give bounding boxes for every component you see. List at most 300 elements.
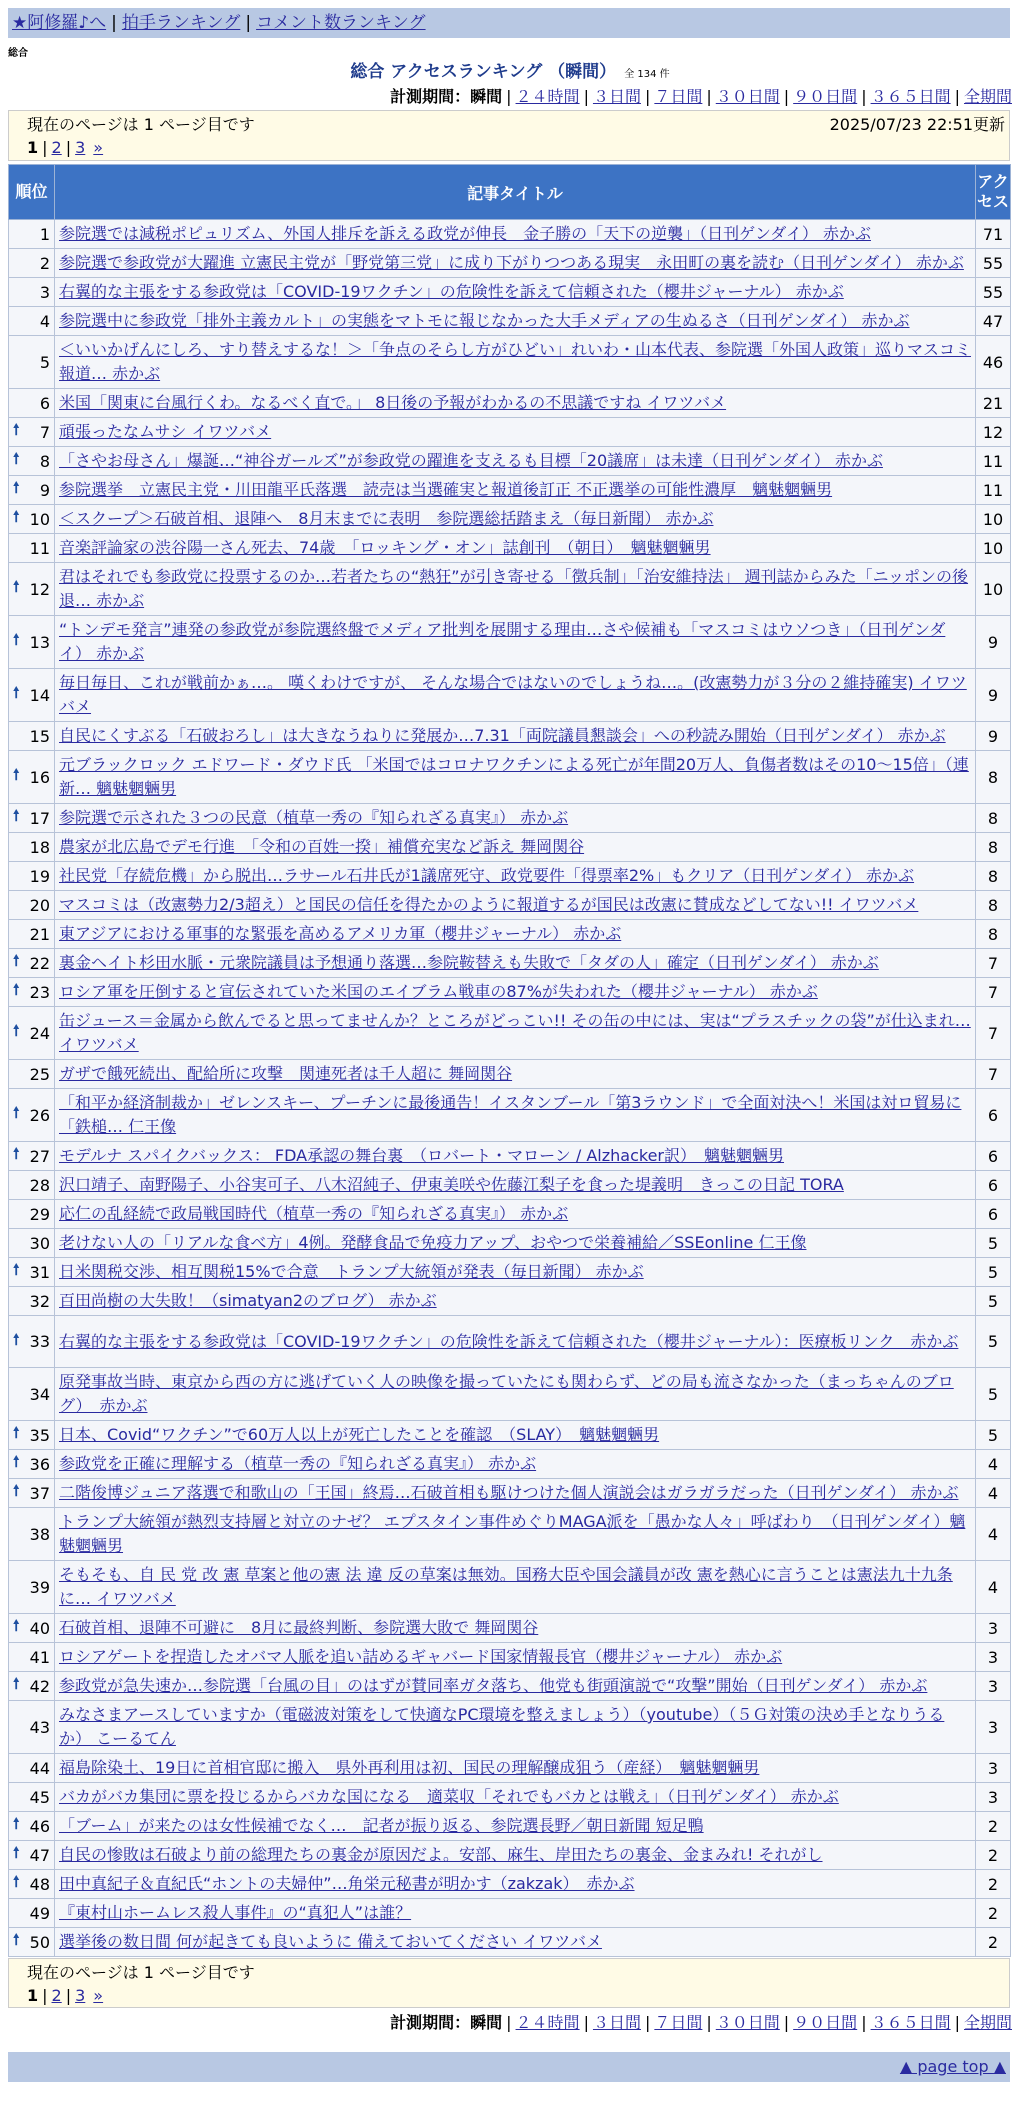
title-cell bbox=[55, 418, 976, 447]
current-page-text: 現在のページは 1 ページ目です bbox=[27, 115, 255, 134]
article-title-link[interactable]: みなさまアースしていますか（電磁波対策をして快適なPC環境を整えましょう）（youtube）（５Ｇ対策の決め手となりうるか） こーるてん bbox=[59, 1705, 945, 1748]
access-count: 3 bbox=[976, 1672, 1011, 1701]
article-title-link[interactable]: トランプ大統領が熱烈支持層と対立のナゼ？ エプスタイン事件めぐりMAGA派を「愚かな人々」呼ばわり （日刊ゲンダイ）魑魅魍魎男 bbox=[59, 1512, 966, 1555]
article-title-link[interactable]: 元ブラックロック エドワード・ダウド氏 「米国ではコロナワクチンによる死亡が年間20万人、負傷者数はその10〜15倍」（連新… 魑魅魍魎男 bbox=[59, 755, 969, 798]
access-count: 4 bbox=[976, 1450, 1011, 1479]
title-cell bbox=[55, 336, 976, 389]
rank-cell bbox=[9, 833, 55, 862]
rank-cell bbox=[9, 1643, 55, 1672]
access-count: 8 bbox=[976, 862, 1011, 891]
rank-cell bbox=[9, 1841, 55, 1870]
title-cell bbox=[55, 949, 976, 978]
article-title-link[interactable]: マスコミは（改憲勢力2/3超え）と国民の信任を得たかのように報道するが国民は改憲に賛成などしてない!! イワツバメ bbox=[59, 895, 919, 914]
rank-number: 31 bbox=[29, 1262, 50, 1282]
next-page-link[interactable]: » bbox=[93, 138, 104, 157]
article-title-link[interactable]: 頑張ったなムサシ イワツバメ bbox=[59, 422, 272, 441]
rank-number: 40 bbox=[29, 1618, 50, 1638]
table-row bbox=[9, 1643, 1011, 1672]
access-count: 47 bbox=[976, 307, 1011, 336]
access-count: 9 bbox=[976, 722, 1011, 751]
period-option-link[interactable]: ３０日間 bbox=[715, 87, 780, 106]
rank-cell bbox=[9, 1561, 55, 1614]
access-count: 3 bbox=[976, 1643, 1011, 1672]
rank-number: 7 bbox=[39, 422, 50, 442]
table-row bbox=[9, 447, 1011, 476]
rank-cell bbox=[9, 1870, 55, 1899]
table-row bbox=[9, 476, 1011, 505]
page-link[interactable]: 3 bbox=[75, 138, 86, 157]
rank-cell bbox=[9, 1142, 55, 1171]
table-row bbox=[9, 1142, 1011, 1171]
article-title-link[interactable]: 裏金ヘイト杉田水脈・元衆院議員は予想通り落選…参院鞍替えも失敗で「タダの人」確定（日刊ゲンダイ） 赤かぶ bbox=[59, 953, 879, 972]
rank-number: 19 bbox=[29, 866, 50, 886]
rank-cell bbox=[9, 563, 55, 616]
title-cell bbox=[55, 1561, 976, 1614]
rank-number: 5 bbox=[39, 352, 50, 372]
table-row bbox=[9, 1508, 1011, 1561]
article-title-link[interactable]: 参院選で示された３つの民意（植草一秀の『知られざる真実』） 赤かぶ bbox=[59, 808, 569, 827]
category-label: 総合 bbox=[8, 48, 28, 59]
article-title-link[interactable]: 君はそれでも参政党に投票するのか…若者たちの“熱狂”が引き寄せる「徴兵制」「治安維持法」 週刊誌からみた「ニッポンの後退… 赤かぶ bbox=[59, 567, 969, 610]
title-cell bbox=[55, 1899, 976, 1928]
table-row bbox=[9, 1701, 1011, 1754]
access-count: 5 bbox=[976, 1421, 1011, 1450]
table-row bbox=[9, 534, 1011, 563]
table-row bbox=[9, 1870, 1011, 1899]
rank-number: 37 bbox=[29, 1483, 50, 1503]
rank-cell bbox=[9, 949, 55, 978]
period-option-link[interactable]: ３６５日間 bbox=[870, 2013, 951, 2032]
article-title-link[interactable]: 自民にくすぶる「石破おろし」は大きなうねりに発展か…7.31「両院議員懇談会」への秒読み開始（日刊ゲンダイ） 赤かぶ bbox=[59, 726, 946, 745]
title-cell bbox=[55, 1368, 976, 1421]
period-option-link[interactable]: 全期間 bbox=[963, 87, 1012, 106]
page-separator: | bbox=[65, 1986, 72, 2005]
period-separator: | bbox=[706, 2013, 712, 2032]
rank-cell bbox=[9, 249, 55, 278]
access-count: 10 bbox=[976, 534, 1011, 563]
rank-number: 15 bbox=[29, 726, 50, 746]
rank-cell bbox=[9, 751, 55, 804]
period-option-link[interactable]: ３０日間 bbox=[715, 2013, 780, 2032]
rank-cell bbox=[9, 1060, 55, 1089]
period-label: 計測期間： bbox=[390, 87, 471, 106]
table-row bbox=[9, 307, 1011, 336]
article-title-link[interactable]: 自民の惨敗は石破より前の総理たちの裏金が原因だよ。安部、麻生、岸田たちの裏金、金まみれ! それがし bbox=[59, 1845, 823, 1864]
up-arrow-icon: 🠕 bbox=[13, 420, 20, 439]
rank-number: 38 bbox=[29, 1524, 50, 1544]
rank-number: 39 bbox=[29, 1577, 50, 1597]
access-count: 9 bbox=[976, 616, 1011, 669]
article-title-link[interactable]: 参院選挙 立憲民主党・川田龍平氏落選 読売は当選確実と報道後訂正 不正選挙の可能性濃厚 魑魅魍魎男 bbox=[59, 480, 833, 499]
rank-cell bbox=[9, 1899, 55, 1928]
rank-header: 順位 bbox=[9, 165, 55, 220]
period-current: 瞬間 bbox=[470, 2013, 503, 2032]
rank-number: 29 bbox=[29, 1204, 50, 1224]
up-arrow-icon: 🠕 bbox=[13, 980, 20, 999]
title-cell bbox=[55, 751, 976, 804]
article-title-link[interactable]: 田中真紀子＆直紀氏“ホントの夫婦仲”…角栄元秘書が明かす（zakzak） 赤かぶ bbox=[59, 1874, 635, 1893]
article-title-link[interactable]: 参院選中に参政党「排外主義カルト」の実態をマトモに報じなかった大手メディアの生ぬるさ（日刊ゲンダイ） 赤かぶ bbox=[59, 311, 910, 330]
article-title-link[interactable]: 毎日毎日、これが戦前かぁ…。 嘆くわけですが、 そんな場合ではないのでしょうね…。(改憲勢力が３分の２維持確実) イワツバメ bbox=[59, 673, 967, 716]
access-count: 5 bbox=[976, 1368, 1011, 1421]
rank-number: 44 bbox=[29, 1758, 50, 1778]
comment-ranking-link[interactable]: コメント数ランキング bbox=[256, 13, 426, 33]
rank-number: 17 bbox=[29, 808, 50, 828]
table-row bbox=[9, 1229, 1011, 1258]
article-title-link[interactable]: 日米関税交渉、相互関税15%で合意 トランプ大統領が発表（毎日新聞） 赤かぶ bbox=[59, 1262, 644, 1281]
table-row bbox=[9, 1899, 1011, 1928]
pager-bottom bbox=[8, 1958, 1010, 2008]
rank-cell bbox=[9, 1007, 55, 1060]
table-row bbox=[9, 1287, 1011, 1316]
title-cell bbox=[55, 1614, 976, 1643]
article-title-link[interactable]: 缶ジュース＝金属から飲んでると思ってませんか？ところがどっこい!! その缶の中には、実は“プラスチックの袋”が仕込まれ… イワツバメ bbox=[59, 1011, 971, 1054]
up-arrow-icon: 🠕 bbox=[13, 806, 20, 825]
rank-number: 14 bbox=[29, 685, 50, 705]
access-count: 4 bbox=[976, 1561, 1011, 1614]
article-title-link[interactable]: 『東村山ホームレス殺人事件』の“真犯人”は誰？ bbox=[59, 1903, 412, 1922]
current-page-number: 1 bbox=[27, 138, 39, 157]
title-cell bbox=[55, 1421, 976, 1450]
up-arrow-icon: 🠕 bbox=[13, 1423, 20, 1442]
clap-ranking-link[interactable]: 拍手ランキング bbox=[121, 13, 241, 33]
article-title-link[interactable]: 原発事故当時、東京から西の方に逃げていく人の映像を撮っていたにも関わらず、どの局も流さなかった（まっちゃんのブログ） 赤かぶ bbox=[59, 1372, 954, 1415]
rank-cell bbox=[9, 1287, 55, 1316]
title-cell bbox=[55, 1229, 976, 1258]
rank-number: 25 bbox=[29, 1064, 50, 1084]
access-count: 2 bbox=[976, 1841, 1011, 1870]
article-title-link[interactable]: 参政党を正確に理解する（植草一秀の『知られざる真実』） 赤かぶ bbox=[59, 1454, 537, 1473]
article-title-link[interactable]: 参院選で参政党が大躍進 立憲民主党が「野党第三党」に成り下がりつつある現実 永田町の裏を読む（日刊ゲンダイ） 赤かぶ bbox=[59, 253, 964, 272]
access-count: 2 bbox=[976, 1899, 1011, 1928]
up-arrow-icon: 🠕 bbox=[13, 1814, 20, 1833]
rank-number: 13 bbox=[29, 632, 50, 652]
period-separator: | bbox=[783, 87, 790, 106]
article-title-link[interactable]: 選挙後の数日間 何が起きても良いように 備えておいてください イワツバメ bbox=[59, 1932, 602, 1951]
article-title-link[interactable]: ロシアゲートを捏造したオバマ人脈を追い詰めるギャバード国家情報長官（櫻井ジャーナル） 赤かぶ bbox=[59, 1647, 783, 1666]
table-row bbox=[9, 833, 1011, 862]
page-links bbox=[27, 1984, 991, 2007]
article-title-link[interactable]: 参院選では減税ポピュリズム、外国人排斥を訴える政党が伸長 金子勝の「天下の逆襲」（日刊ゲンダイ） 赤かぶ bbox=[59, 224, 871, 243]
pager-top bbox=[8, 110, 1010, 161]
period-separator: | bbox=[506, 87, 512, 106]
article-title-link[interactable]: 応仁の乱経続で政局戦国時代（植草一秀の『知られざる真実』） 赤かぶ bbox=[59, 1204, 569, 1223]
page-top-link[interactable]: ▲ page top ▲ bbox=[899, 2057, 1006, 2076]
rank-cell bbox=[9, 336, 55, 389]
title-cell bbox=[55, 505, 976, 534]
access-count: 8 bbox=[976, 833, 1011, 862]
article-title-link[interactable]: 百田尚樹の大失敗！（simatyan2のブログ） 赤かぶ bbox=[59, 1291, 437, 1310]
period-option-link[interactable]: ３６５日間 bbox=[870, 87, 951, 106]
article-title-link[interactable]: 石破首相、退陣不可避に 8月に最終判断、参院選大敗で 舞岡関谷 bbox=[59, 1618, 539, 1637]
page-link[interactable]: 2 bbox=[51, 1986, 62, 2005]
up-arrow-icon: 🠕 bbox=[13, 630, 20, 649]
table-row bbox=[9, 505, 1011, 534]
article-title-link[interactable]: “トンデモ発言”連発の参政党が参院選終盤でメディア批判を展開する理由…さや候補も「マスコミはウソつき」（日刊ゲンダイ） 赤かぶ bbox=[59, 620, 946, 663]
table-row bbox=[9, 1672, 1011, 1701]
title-cell bbox=[55, 1089, 976, 1142]
table-row bbox=[9, 1007, 1011, 1060]
article-title-link[interactable]: 「ブーム」が来たのは女性候補でなく… 記者が振り返る、参院選長野／朝日新聞 短足鴨 bbox=[59, 1816, 704, 1835]
rank-cell bbox=[9, 1479, 55, 1508]
rank-number: 49 bbox=[29, 1903, 50, 1923]
access-count: 6 bbox=[976, 1142, 1011, 1171]
rank-cell bbox=[9, 669, 55, 722]
table-row bbox=[9, 389, 1011, 418]
article-title-link[interactable]: 老けない人の「リアルな食べ方」4例。発酵食品で免疫力アップ、おやつで栄養補給／SSEonline 仁王像 bbox=[59, 1233, 807, 1252]
up-arrow-icon: 🠕 bbox=[13, 1144, 20, 1163]
rank-number: 33 bbox=[29, 1332, 50, 1351]
period-option-link[interactable]: ７日間 bbox=[654, 2013, 703, 2032]
access-count: 21 bbox=[976, 389, 1011, 418]
nav-separator: | bbox=[245, 13, 252, 33]
article-title-link[interactable]: 福島除染土、19日に首相官邸に搬入 県外再利用は初、国民の理解醸成狙う（産経） 魑魅魍魎男 bbox=[59, 1758, 760, 1777]
table-row bbox=[9, 1754, 1011, 1783]
access-count: 11 bbox=[976, 447, 1011, 476]
article-title-link[interactable]: 音楽評論家の渋谷陽一さん死去、74歳 「ロッキング・オン」誌創刊 （朝日） 魑魅魍魎男 bbox=[59, 538, 711, 557]
rank-cell bbox=[9, 1812, 55, 1841]
period-separator: | bbox=[506, 2013, 512, 2032]
up-arrow-icon: 🠕 bbox=[13, 1872, 20, 1891]
period-option-link[interactable]: ２４時間 bbox=[515, 87, 580, 106]
title-cell bbox=[55, 1672, 976, 1701]
article-title-link[interactable]: ガザで餓死続出、配給所に攻撃 関連死者は千人超に 舞岡関谷 bbox=[59, 1064, 513, 1083]
table-row bbox=[9, 563, 1011, 616]
article-title-link[interactable]: ロシア軍を圧倒すると宣伝されていた米国のエイブラム戦車の87%が失われた（櫻井ジャーナル） 赤かぶ bbox=[59, 982, 818, 1001]
article-title-link[interactable]: 東アジアにおける軍事的な緊張を高めるアメリカ軍（櫻井ジャーナル） 赤かぶ bbox=[59, 924, 622, 943]
access-count: 6 bbox=[976, 1089, 1011, 1142]
rank-number: 32 bbox=[29, 1291, 50, 1311]
rank-number: 43 bbox=[29, 1717, 50, 1737]
access-count: 9 bbox=[976, 669, 1011, 722]
rank-number: 11 bbox=[29, 538, 50, 558]
table-row bbox=[9, 804, 1011, 833]
article-title-link[interactable]: 米国「関東に台風行くわ。なるべく直で。」 8日後の予報がわかるの不思議ですね イワツバメ bbox=[59, 393, 727, 412]
period-separator: | bbox=[861, 2013, 867, 2032]
period-option-link[interactable]: ３日間 bbox=[592, 2013, 641, 2032]
current-page-number: 1 bbox=[27, 1986, 39, 2005]
article-title-link[interactable]: 沢口靖子、南野陽子、小谷実可子、八木沼純子、伊東美咲や佐藤江梨子を食った堤義明 きっこの日記 TORA bbox=[59, 1175, 844, 1194]
up-arrow-icon: 🠕 bbox=[13, 1330, 20, 1348]
nav-separator: | bbox=[111, 13, 117, 33]
current-page-text: 現在のページは 1 ページ目です bbox=[27, 1963, 255, 1982]
rank-number: 6 bbox=[39, 393, 50, 413]
rank-cell bbox=[9, 307, 55, 336]
article-title-link[interactable]: 二階俊博ジュニア落選で和歌山の「王国」終焉…石破首相も駆けつけた個人演説会はガラガラだった（日刊ゲンダイ） 赤かぶ bbox=[59, 1483, 959, 1502]
article-title-link[interactable]: 参政党が急失速か…参院選「台風の目」のはずが賛同率ガタ落ち、他党も街頭演説で“攻撃”開始（日刊ゲンダイ） 赤かぶ bbox=[59, 1676, 928, 1695]
rank-number: 28 bbox=[29, 1175, 50, 1195]
rank-number: 16 bbox=[29, 767, 50, 787]
title-cell bbox=[55, 804, 976, 833]
rank-number: 9 bbox=[39, 480, 50, 500]
table-row bbox=[9, 1450, 1011, 1479]
access-count: 2 bbox=[976, 1812, 1011, 1841]
page-separator: | bbox=[65, 138, 72, 157]
rank-cell bbox=[9, 1508, 55, 1561]
up-arrow-icon: 🠕 bbox=[13, 1843, 20, 1862]
rank-cell bbox=[9, 1258, 55, 1287]
article-title-link[interactable]: バカがバカ集団に票を投じるからバカな国になる 適菜収「それでもバカとは戦え」（日刊ゲンダイ） 赤かぶ bbox=[59, 1787, 839, 1806]
table-row bbox=[9, 278, 1011, 307]
access-count: 3 bbox=[976, 1614, 1011, 1643]
period-option-link[interactable]: ９０日間 bbox=[793, 87, 858, 106]
period-option-link[interactable]: 全期間 bbox=[963, 2013, 1012, 2032]
article-title-link[interactable]: 「和平か経済制裁か」ゼレンスキー、プーチンに最後通告！イスタンブール「第3ラウンド」で全面対決へ！米国は対ロ貿易に「鉄槌… 仁王像 bbox=[59, 1093, 962, 1136]
rank-number: 21 bbox=[29, 924, 50, 944]
table-header-row bbox=[9, 165, 1011, 220]
title-cell bbox=[55, 1812, 976, 1841]
rank-cell bbox=[9, 1368, 55, 1421]
access-count: 8 bbox=[976, 751, 1011, 804]
rank-number: 22 bbox=[29, 953, 50, 973]
page-separator: | bbox=[42, 138, 48, 157]
page-link[interactable]: 2 bbox=[51, 138, 62, 157]
title-cell bbox=[55, 1841, 976, 1870]
next-page-link[interactable]: » bbox=[93, 1986, 104, 2005]
access-count: 8 bbox=[976, 891, 1011, 920]
access-count: 8 bbox=[976, 804, 1011, 833]
rank-number: 20 bbox=[29, 895, 50, 915]
title-cell bbox=[55, 1258, 976, 1287]
title-cell bbox=[55, 1928, 976, 1957]
rank-cell bbox=[9, 1928, 55, 1957]
table-row bbox=[9, 1783, 1011, 1812]
title-header: 記事タイトル bbox=[55, 165, 976, 220]
page-link[interactable]: 3 bbox=[75, 1986, 86, 2005]
title-cell bbox=[55, 833, 976, 862]
table-row bbox=[9, 418, 1011, 447]
page-title bbox=[0, 60, 1020, 87]
title-cell bbox=[55, 1200, 976, 1229]
access-count: 7 bbox=[976, 1007, 1011, 1060]
rank-number: 46 bbox=[29, 1816, 50, 1836]
article-title-link[interactable]: 右翼的な主張をする参政党は「COVID-19ワクチン」の危険性を訴えて信頼された（櫻井ジャーナル）：医療板リンク 赤かぶ bbox=[59, 1331, 959, 1351]
access-count: 11 bbox=[976, 476, 1011, 505]
rank-cell bbox=[9, 1450, 55, 1479]
up-arrow-icon: 🠕 bbox=[13, 478, 20, 497]
period-separator: | bbox=[644, 87, 651, 106]
rank-number: 10 bbox=[29, 509, 50, 529]
period-separator: | bbox=[783, 2013, 790, 2032]
access-count: 55 bbox=[976, 249, 1011, 278]
table-row bbox=[9, 978, 1011, 1007]
title-cell bbox=[55, 1142, 976, 1171]
article-title-link[interactable]: 「さやお母さん」爆誕…“神谷ガールズ”が参政党の躍進を支えるも目標「20議席」は未達（日刊ゲンダイ） 赤かぶ bbox=[59, 451, 883, 470]
rank-cell bbox=[9, 505, 55, 534]
table-row bbox=[9, 862, 1011, 891]
up-arrow-icon: 🠕 bbox=[13, 1260, 20, 1279]
bottom-bar bbox=[8, 2052, 1010, 2082]
rank-cell bbox=[9, 862, 55, 891]
rank-cell bbox=[9, 418, 55, 447]
article-title-link[interactable]: ＜いいかげんにしろ、すり替えするな！＞「争点のそらし方がひどい」れいわ・山本代表、参院選「外国人政策」巡りマスコミ報道… 赤かぶ bbox=[59, 340, 971, 383]
rank-number: 45 bbox=[29, 1787, 50, 1807]
article-title-link[interactable]: 日本、Covid“ワクチン”で60万人以上が死亡したことを確認 （SLAY） 魑魅魍魎男 bbox=[59, 1425, 660, 1444]
title-cell bbox=[55, 476, 976, 505]
title-cell bbox=[55, 669, 976, 722]
page-separator: | bbox=[42, 1986, 48, 2005]
title-cell bbox=[55, 1701, 976, 1754]
access-count: 2 bbox=[976, 1928, 1011, 1957]
period-current: 瞬間 bbox=[470, 87, 503, 106]
title-cell bbox=[55, 1783, 976, 1812]
access-count: 3 bbox=[976, 1754, 1011, 1783]
title-cell bbox=[55, 1287, 976, 1316]
access-count: 4 bbox=[976, 1479, 1011, 1508]
article-title-link[interactable]: ＜スクープ＞石破首相、退陣へ 8月末までに表明 参院選総括踏まえ（毎日新聞） 赤かぶ bbox=[59, 509, 714, 528]
access-header: アクセス bbox=[976, 165, 1011, 220]
article-title-link[interactable]: モデルナ スパイクバックス： FDA承認の舞台裏 （ロバート・マローン / Alzhacker訳） 魑魅魍魎男 bbox=[59, 1146, 785, 1165]
rank-number: 18 bbox=[29, 837, 50, 857]
access-count: 7 bbox=[976, 949, 1011, 978]
title-cell bbox=[55, 920, 976, 949]
period-label: 計測期間： bbox=[390, 2013, 471, 2032]
table-row bbox=[9, 1171, 1011, 1200]
title-cell bbox=[55, 1316, 976, 1368]
rank-cell bbox=[9, 278, 55, 307]
table-row bbox=[9, 1928, 1011, 1957]
total-count: 全 134 件 bbox=[624, 69, 670, 80]
article-title-link[interactable]: 社民党「存続危機」から脱出…ラサール石井氏が1議席死守、政党要件「得票率2%」もクリア（日刊ゲンダイ） 赤かぶ bbox=[59, 866, 915, 885]
access-count: 46 bbox=[976, 336, 1011, 389]
table-row bbox=[9, 1089, 1011, 1142]
access-count: 4 bbox=[976, 1508, 1011, 1561]
period-option-link[interactable]: ９０日間 bbox=[793, 2013, 858, 2032]
rank-cell bbox=[9, 722, 55, 751]
period-separator: | bbox=[954, 87, 960, 106]
rank-number: 34 bbox=[29, 1384, 50, 1404]
up-arrow-icon: 🠕 bbox=[13, 507, 20, 526]
title-cell bbox=[55, 1171, 976, 1200]
title-cell bbox=[55, 278, 976, 307]
rank-cell bbox=[9, 891, 55, 920]
table-row bbox=[9, 1812, 1011, 1841]
period-separator: | bbox=[861, 87, 867, 106]
title-cell bbox=[55, 1870, 976, 1899]
rank-cell bbox=[9, 389, 55, 418]
rank-number: 26 bbox=[29, 1105, 50, 1125]
rank-cell bbox=[9, 534, 55, 563]
updated-timestamp: 2025/07/23 22:51更新 bbox=[829, 115, 1005, 134]
rank-number: 12 bbox=[29, 579, 50, 599]
period-option-link[interactable]: ７日間 bbox=[654, 87, 703, 106]
rank-cell bbox=[9, 1089, 55, 1142]
article-title-link[interactable]: 農家が北広島でデモ行進 「令和の百姓一揆」補償充実など訴え 舞岡関谷 bbox=[59, 837, 585, 856]
rank-number: 48 bbox=[29, 1874, 50, 1894]
table-row bbox=[9, 1200, 1011, 1229]
table-row bbox=[9, 1421, 1011, 1450]
period-option-link[interactable]: ２４時間 bbox=[515, 2013, 580, 2032]
table-row bbox=[9, 616, 1011, 669]
table-row bbox=[9, 1258, 1011, 1287]
title-cell bbox=[55, 1450, 976, 1479]
home-link[interactable]: ★阿修羅♪へ bbox=[12, 13, 107, 33]
up-arrow-icon: 🠕 bbox=[13, 577, 20, 596]
title-cell bbox=[55, 307, 976, 336]
rank-cell bbox=[9, 1754, 55, 1783]
title-cell bbox=[55, 447, 976, 476]
article-title-link[interactable]: そもそも、自 民 党 改 憲 草案と他の憲 法 違 反の草案は無効。国務大臣や国会議員が改 憲を熱心に言うことは憲法九十九条に… イワツバメ bbox=[59, 1565, 953, 1608]
access-count: 10 bbox=[976, 505, 1011, 534]
period-option-link[interactable]: ３日間 bbox=[592, 87, 641, 106]
rank-number: 1 bbox=[39, 224, 50, 244]
access-count: 6 bbox=[976, 1200, 1011, 1229]
table-row bbox=[9, 1060, 1011, 1089]
article-title-link[interactable]: 右翼的な主張をする参政党は「COVID-19ワクチン」の危険性を訴えて信頼された（櫻井ジャーナル） 赤かぶ bbox=[59, 282, 844, 301]
title-cell bbox=[55, 249, 976, 278]
rank-number: 30 bbox=[29, 1233, 50, 1253]
table-row bbox=[9, 1479, 1011, 1508]
